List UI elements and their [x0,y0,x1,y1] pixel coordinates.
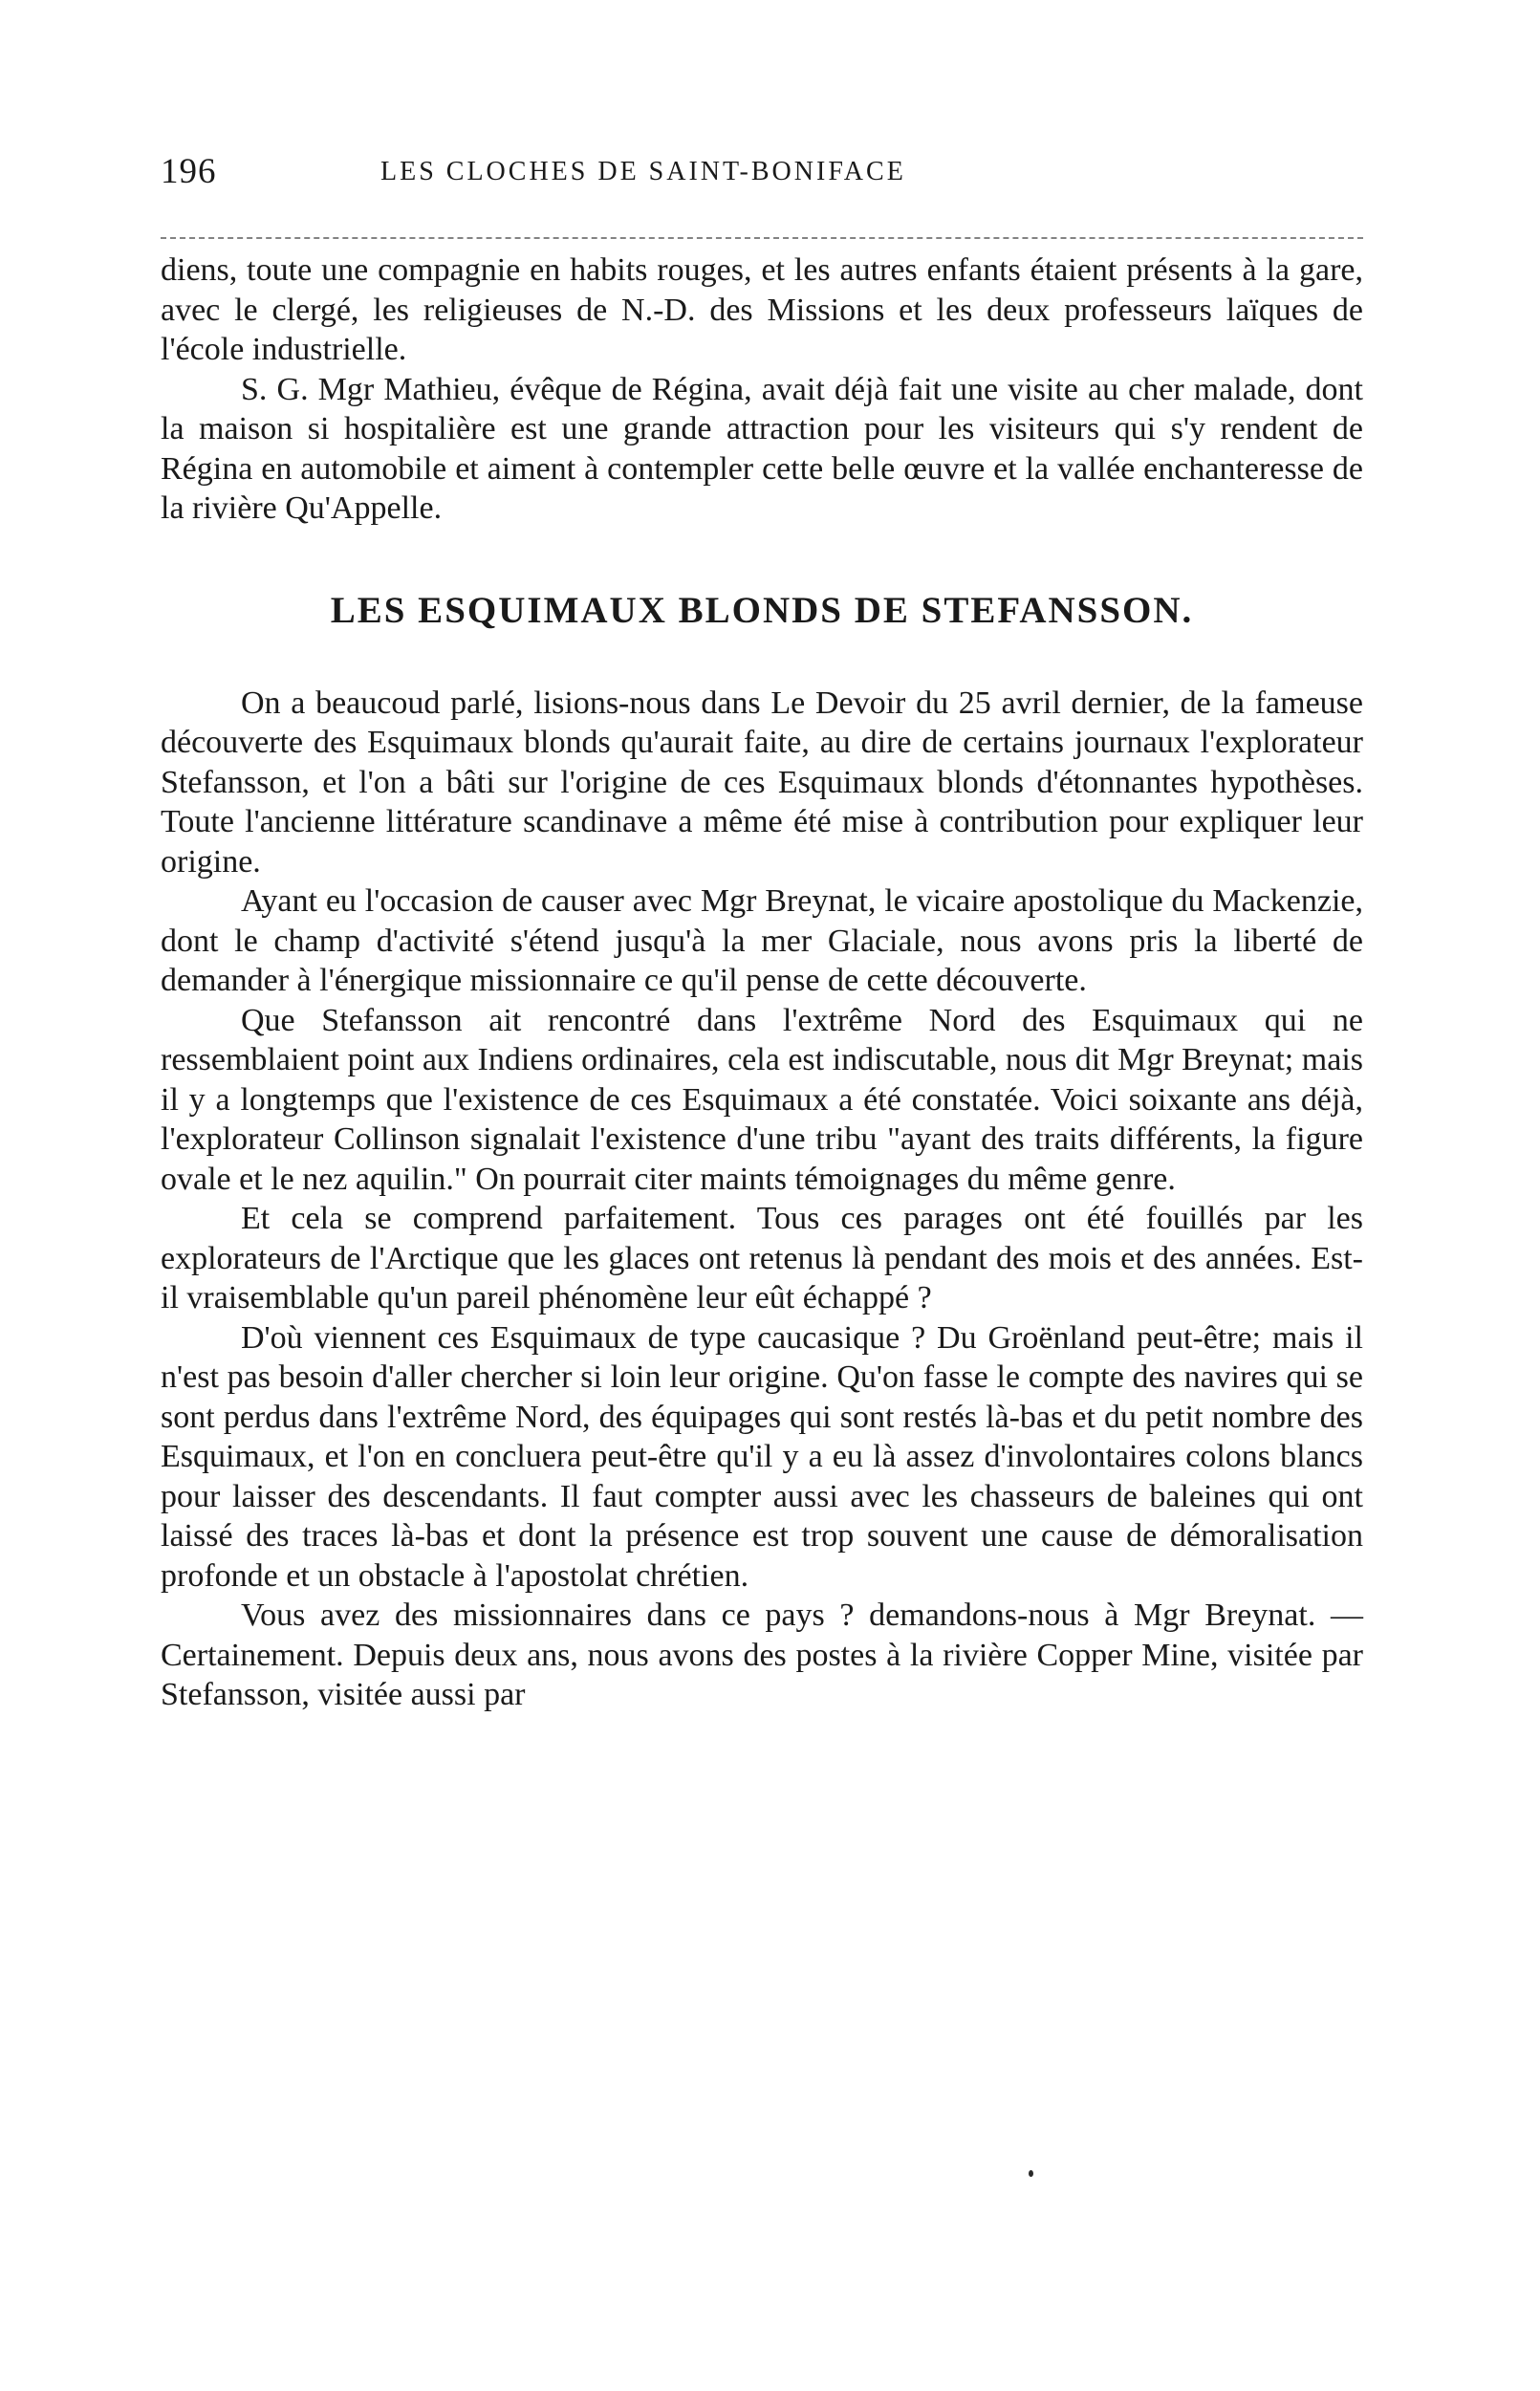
running-head [161,151,1363,199]
paragraph-continued: diens, toute une compagnie en habits rouges, et les autres enfants étaient présents à la gare, avec le clergé, les religieuses de N.-D. des Missions et les deux professeurs laïques de l'école industrielle. [161,252,1363,367]
paragraph: On a beaucoud parlé, lisions-nous dans Le Devoir du 25 avril dernier, de la fameuse découverte des Esquimaux blonds qu'aurait faite, au dire de certains journaux l'explorateur Stefansson, et l'on a bâti sur l'origine de ces Esquimaux blonds d'étonnantes hypothèses. Toute l'ancienne littérature scandinave a même été mise à contribution pour expliquer leur origine. [161,685,1363,880]
header-divider [161,237,1363,239]
section-title: LES ESQUIMAUX BLONDS DE STEFANSSON. [330,589,1194,631]
page-number: 196 [161,152,217,191]
running-title: LES CLOCHES DE SAINT-BONIFACE [380,157,906,186]
paragraph: D'où viennent ces Esquimaux de type caucasique ? Du Groënland peut-être; mais il n'est pas besoin d'aller chercher si loin leur origine. Qu'on fasse le compte des navires qui se sont perdus dans l'extrême Nord, des équipages qui sont restés là-bas et du petit nombre des Esquimaux, et l'on en concluera peut-être qu'il y a eu là assez d'involontaires colons blancs pour laisser des descendants. Il faut compter aussi avec les chasseurs de baleines qui ont laissé des traces là-bas et dont la présence est trop souvent une cause de démoralisation profonde et un obstacle à l'apostolat chrétien. [161,1319,1363,1594]
paragraph: Ayant eu l'occasion de causer avec Mgr Breynat, le vicaire apostolique du Mackenzie, dont le champ d'activité s'étend jusqu'à la mer Glaciale, nous avons pris la liberté de demander à l'énergique missionnaire ce qu'il pense de cette découverte. [161,883,1363,998]
paragraph: Que Stefansson ait rencontré dans l'extrême Nord des Esquimaux qui ne ressemblaient point aux Indiens ordinaires, cela est indiscutable, nous dit Mgr Breynat; mais il y a longtemps que l'existence de ces Esquimaux a été constatée. Voici soixante ans déjà, l'explorateur Collinson signalait l'existence d'une tribu "ayant des traits différents, la figure ovale et le nez aquilin." On pourrait citer maints témoignages du même genre. [161,1002,1363,1197]
paragraph: Vous avez des missionnaires dans ce pays ? demandons-nous à Mgr Breynat. — Certainement. Depuis deux ans, nous avons des postes à la rivière Copper Mine, visitée par Stefansson, visitée aussi par [161,1598,1363,1712]
paragraph: S. G. Mgr Mathieu, évêque de Régina, avait déjà fait une visite au cher malade, dont la maison si hospitalière est une grande attraction pour les visiteurs qui s'y rendent de Régina en automobile et aiment à contempler cette belle œuvre et la vallée enchanteresse de la rivière Qu'Appelle. [161,371,1363,526]
body-text [161,250,1363,1715]
paragraph: Et cela se comprend parfaitement. Tous ces parages ont été fouillés par les explorateurs de l'Arctique que les glaces ont retenus là pendant des mois et des années. Est-il vraisemblable qu'un pareil phénomène leur eût échappé ? [161,1201,1363,1315]
ink-speck [1029,2170,1033,2177]
